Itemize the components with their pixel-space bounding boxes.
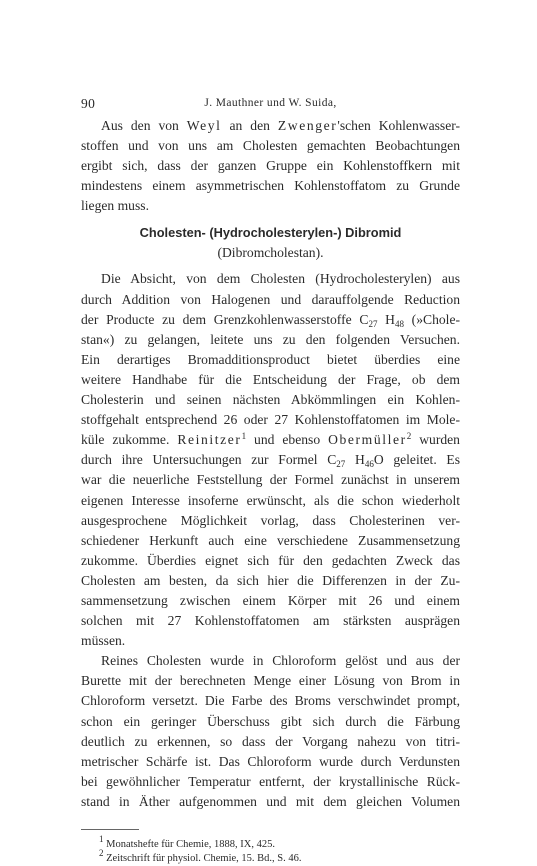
text-line: durch Addition von Halogenen und darauffolgende Reduction [81,291,460,307]
text-line: zukomme. Überdies eignet sich für den gedachten Zweck das [81,552,460,568]
footnote-text: Zeitschrift für physiol. Chemie, 15. Bd., S. 46. [103,853,302,864]
section-title: Cholesten- (Hydrocholesterylen-) Dibromid [139,225,402,241]
text-line: sammensetzung zwischen einem Körper mit 26 und einem [81,592,460,608]
text-line: Cholesten am besten, da sich hier die Differenzen in der Zu- [81,572,460,588]
running-header [81,96,460,116]
text-line: Aus den von Weyl an den Zwenger'schen Kohlenwasser- [101,118,461,133]
intro-paragraph [81,116,460,216]
text-line: deutlich zu erkennen, so dass der Vorgang nahezu von titri- [81,733,460,749]
text-line: metrischer Schärfe ist. Das Chloroform wurde durch Verdunsten [81,753,460,769]
text-line: Ein derartiges Bromadditionsproduct bietet überdies eine [81,351,460,367]
text-line: Cholesterin und seinen nächsten Abkömmlingen ein Kohlen- [81,392,460,408]
text-line: schiedener Herkunft auch eine verschiedene Zusammensetzung [81,532,460,548]
page-number: 90 [81,96,96,111]
author-name: Obermüller [328,432,407,448]
footnote-ref: 2 [406,431,412,442]
author-name: Weyl [186,118,222,133]
text-line: stan«) zu gelangen, leitete uns zu den folgenden Versuchen. [81,331,460,347]
text-line: solchen mit 27 Kohlenstoffatomen am stärksten ausprägen [81,613,460,629]
text-line: weitere Handhabe für die Entscheidung der Frage, ob dem [81,371,460,387]
text-line: bei gewöhnlicher Temperatur entfernt, der krystallinische Rück- [81,773,460,789]
text-line: ausgesprochene Möglichkeit vorlag, dass Cholesterinen ver- [81,512,460,528]
formula-subscript: 48 [394,318,404,329]
footnote-text: Monatshefte für Chemie, 1888, IX, 425. [103,839,275,850]
body-paragraph-1 [81,269,460,651]
author-name: Zwenger [277,118,338,133]
text-line: schon ein geringer Überschuss gibt sich durch die Färbung [81,713,460,729]
text-line: stoffen und von uns am Cholesten gemachten Beobachtungen [81,138,460,154]
section-subtitle: (Dibromcholestan). [217,245,324,261]
text-line: der Producte zu dem Grenzkohlenwasserstoffe $C_{27}$ $H_{48}$ (»Chole- [81,311,460,329]
text-line: stand in Äther aufgenommen und mit dem gleichen Volumen [81,793,460,809]
text-line: mindestens einem asymmetrischen Kohlenstoffatom zu Grunde [81,178,460,194]
text-line: war die neuerliche Feststellung der Formel zunächst in unserem [81,472,460,488]
footnote-divider [81,829,139,830]
text-line: Chloroform versetzt. Die Farbe des Broms verschwindet prompt, [81,693,460,709]
formula-subscript: 27 [368,318,378,329]
formula-subscript: 27 [336,459,346,470]
text-line: stoffgehalt entsprechend 26 oder 27 Kohlenstoffatomen im Mole- [81,412,460,428]
text-line: liegen muss. [81,198,149,214]
text-line: durch ihre Untersuchungen zur Formel $C_{27}$ $H_{46}O$ geleitet. Es [81,452,460,470]
body-paragraph-2 [81,651,460,812]
journal-page [81,96,460,866]
text-line: küle zukomme. Reinitzer$^1$ und ebenso Obermüller$^2$ wurden [81,431,460,448]
footnote-mark: 1 [99,834,104,844]
footnote [81,848,460,866]
footnote-ref: 1 [241,431,247,442]
text-line: müssen. [81,633,126,649]
text-line: Reines Cholesten wurde in Chloroform gelöst und aus der [101,653,460,669]
text-line: ergibt sich, dass der ganzen Gruppe ein Kohlenstoffkern mit [81,158,460,174]
author-name: Reinitzer [177,432,242,448]
section-heading [81,223,460,263]
running-title: J. Mauthner und W. Suida, [204,97,337,109]
text-line: Burette mit der berechneten Menge einer Lösung von Brom in [81,673,460,689]
footnote-mark: 2 [99,848,104,858]
formula-subscript: 46 [364,459,374,470]
text-line: eigenen Interesse insoferne erwünscht, als die schon wiederholt [81,492,460,508]
text-line: Die Absicht, von dem Cholesten (Hydrocholesterylen) aus [101,271,460,287]
footnote [81,834,460,852]
